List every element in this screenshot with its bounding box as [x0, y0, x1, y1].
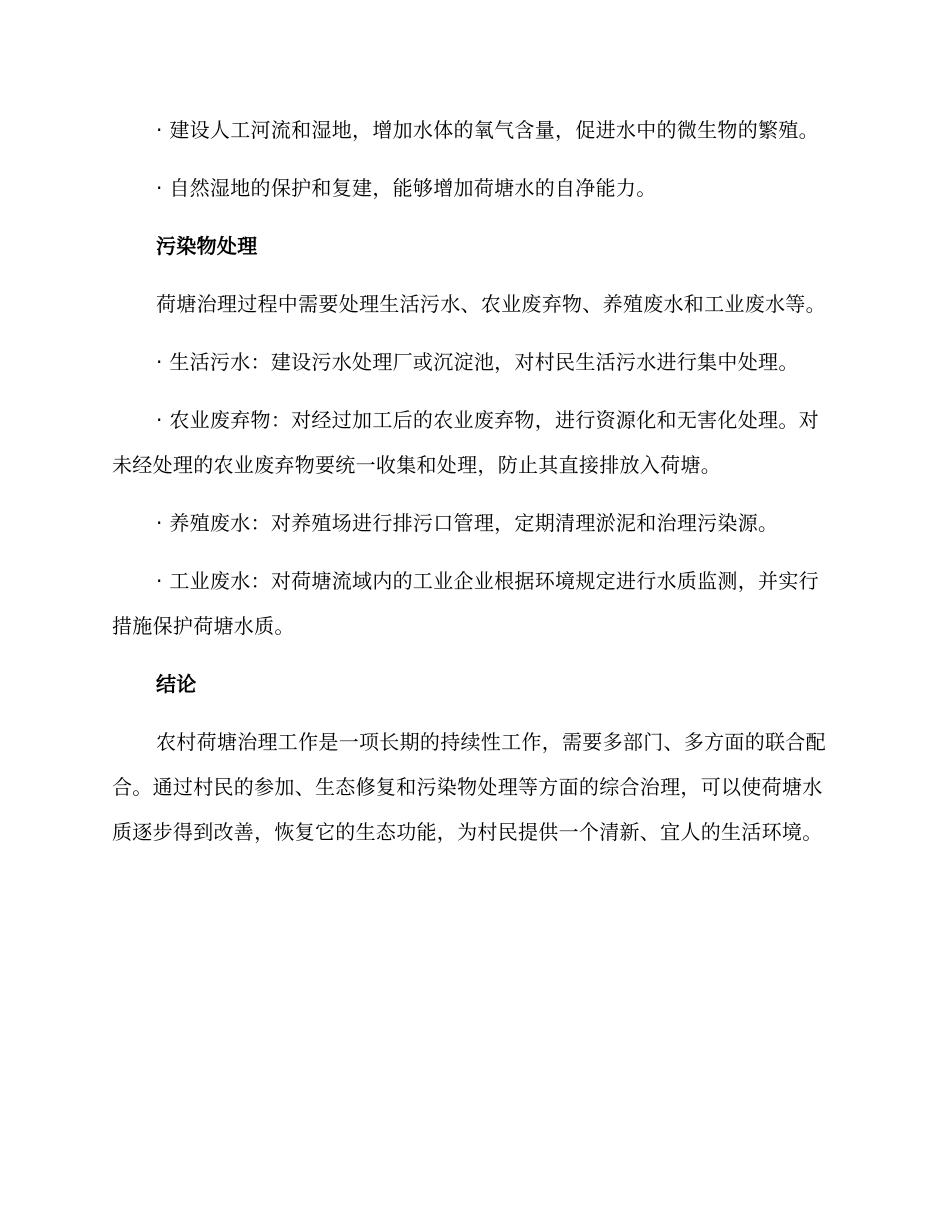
- pollutant-intro: 荷塘治理过程中需要处理生活污水、农业废弃物、养殖废水和工业废水等。: [156, 292, 826, 316]
- document-body: [112, 108, 832, 855]
- bullet-agricultural-waste: · 农业废弃物：对经过加工后的农业废弃物，进行资源化和无害化处理。对未经处理的农业废弃物要统一收集和处理，防止其直接排放入荷塘。: [112, 408, 819, 477]
- conclusion-body: 农村荷塘治理工作是一项长期的持续性工作，需要多部门、多方面的联合配合。通过村民的参加、生态修复和污染物处理等方面的综合治理，可以使荷塘水质逐步得到改善，恢复它的生态功能，为村民提供一个清新、宜人的生活环境。: [112, 730, 826, 844]
- bullet-breeding-wastewater: · 养殖废水：对养殖场进行排污口管理，定期清理淤泥和治理污染源。: [156, 511, 779, 535]
- section-heading-pollutant: 污染物处理: [156, 234, 258, 258]
- bullet-domestic-sewage: · 生活污水：建设污水处理厂或沉淀池，对村民生活污水进行集中处理。: [156, 350, 799, 374]
- bullet-artificial-wetland: · 建设人工河流和湿地，增加水体的氧气含量，促进水中的微生物的繁殖。: [156, 118, 819, 142]
- bullet-industrial-wastewater: · 工业废水：对荷塘流域内的工业企业根据环境规定进行水质监测，并实行措施保护荷塘水质。: [112, 569, 819, 638]
- bullet-natural-wetland: · 自然湿地的保护和复建，能够增加荷塘水的自净能力。: [156, 176, 657, 200]
- section-heading-conclusion: 结论: [156, 672, 197, 696]
